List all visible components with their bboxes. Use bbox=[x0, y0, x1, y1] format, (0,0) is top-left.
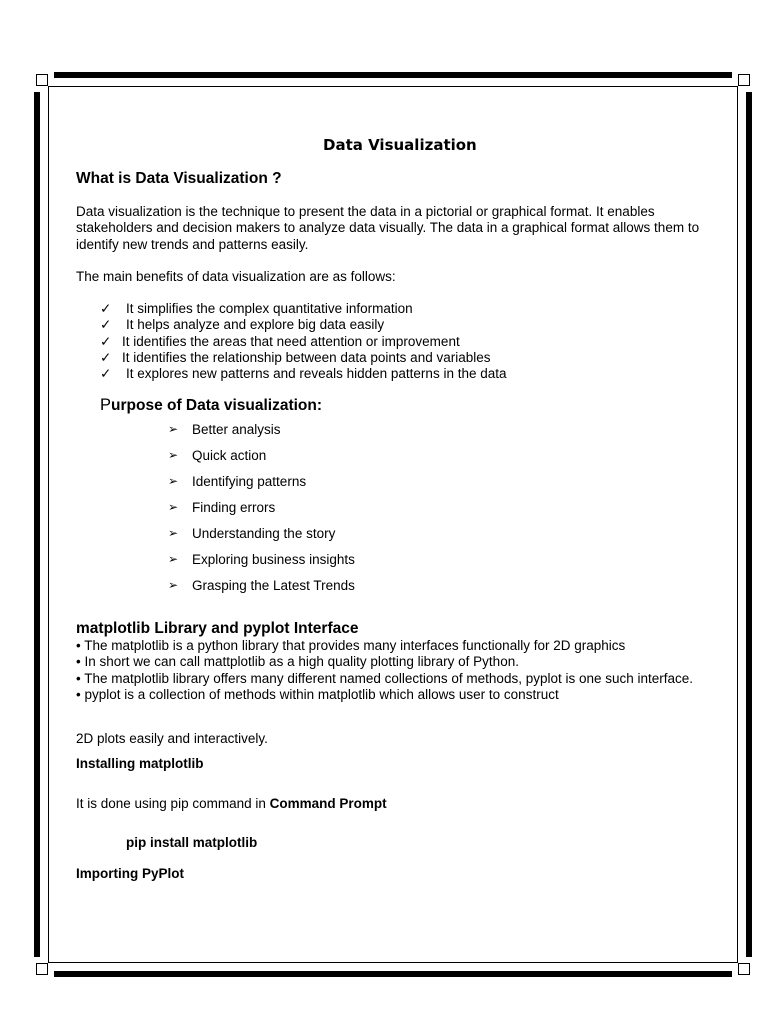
section-heading-purpose bbox=[100, 396, 322, 415]
list-item bbox=[168, 500, 355, 526]
arrow-bullet-icon: ➢ bbox=[168, 526, 179, 540]
list-item bbox=[168, 422, 355, 448]
purpose-text: Grasping the Latest Trends bbox=[192, 578, 355, 593]
check-icon: ✓ bbox=[100, 317, 112, 333]
list-item bbox=[168, 552, 355, 578]
check-icon: ✓ bbox=[100, 301, 112, 316]
check-icon: ✓ bbox=[100, 333, 112, 349]
purpose-text: Identifying patterns bbox=[192, 474, 307, 489]
benefit-text: It identifies the relationship between data points and variables bbox=[122, 349, 491, 365]
list-item: • The matplotlib is a python library that provides many interfaces functionally for 2D graphics bbox=[76, 638, 626, 653]
border-right bbox=[746, 92, 752, 957]
border-top bbox=[54, 72, 732, 78]
list-item: • pyplot is a collection of methods within matplotlib which allows user to construct bbox=[76, 687, 559, 703]
benefits-intro: The main benefits of data visualization are as follows: bbox=[76, 269, 396, 284]
purpose-text: Finding errors bbox=[192, 500, 276, 515]
installing-heading: Installing matplotlib bbox=[76, 756, 204, 771]
section-heading-matplotlib: matplotlib Library and pyplot Interface bbox=[76, 620, 359, 637]
arrow-bullet-icon: ➢ bbox=[168, 500, 179, 514]
benefit-text: It helps analyze and explore big data easily bbox=[126, 317, 385, 333]
benefit-text: It identifies the areas that need attention or improvement bbox=[122, 333, 460, 349]
list-item: • The matplotlib library offers many different named collections of methods, pyplot is one such interface. bbox=[76, 670, 694, 686]
importing-heading: Importing PyPlot bbox=[76, 866, 184, 881]
benefits-list bbox=[100, 301, 507, 382]
list-item bbox=[100, 334, 507, 350]
border-corner-bottom-right bbox=[732, 957, 752, 977]
purpose-text: Understanding the story bbox=[192, 526, 336, 541]
purpose-text: Exploring business insights bbox=[192, 552, 355, 567]
benefit-text: It explores new patterns and reveals hidden patterns in the data bbox=[126, 366, 507, 382]
install-text-plain: It is done using pip command in bbox=[76, 796, 270, 811]
border-left bbox=[34, 92, 40, 957]
list-item: • In short we can call mattplotlib as a high quality plotting library of Python. bbox=[76, 654, 519, 670]
intro-paragraph: Data visualization is the technique to present the data in a pictorial or graphical format. It enables stakeholders and decision makers to analyze data visually. The data in a graphical format allows them to identify new trends and patterns easily. bbox=[76, 204, 700, 252]
arrow-bullet-icon: ➢ bbox=[168, 578, 179, 592]
matplotlib-bullets bbox=[76, 638, 716, 704]
matplotlib-continuation: 2D plots easily and interactively. bbox=[76, 731, 268, 746]
list-item bbox=[168, 526, 355, 552]
purpose-heading-cap: P bbox=[100, 396, 112, 414]
border-corner-top-right bbox=[732, 72, 752, 92]
arrow-bullet-icon: ➢ bbox=[168, 422, 179, 436]
benefit-text: It simplifies the complex quantitative information bbox=[126, 301, 413, 316]
list-item bbox=[100, 350, 507, 366]
list-item bbox=[168, 578, 355, 604]
page-title: Data Visualization bbox=[323, 136, 477, 154]
install-text-bold: Command Prompt bbox=[269, 796, 387, 811]
border-corner-top-left bbox=[34, 72, 54, 92]
purpose-list bbox=[168, 422, 355, 604]
border-bottom bbox=[54, 971, 732, 977]
list-item bbox=[168, 474, 355, 500]
border-corner-bottom-left bbox=[34, 957, 54, 977]
purpose-text: Quick action bbox=[192, 448, 267, 463]
arrow-bullet-icon: ➢ bbox=[168, 474, 179, 488]
list-item bbox=[100, 301, 507, 317]
purpose-heading-rest: urpose of Data visualization: bbox=[111, 397, 323, 414]
purpose-text: Better analysis bbox=[192, 422, 281, 437]
arrow-bullet-icon: ➢ bbox=[168, 448, 179, 462]
install-text bbox=[76, 796, 387, 811]
install-command: pip install matplotlib bbox=[126, 835, 258, 850]
list-item bbox=[168, 448, 355, 474]
list-item bbox=[100, 317, 507, 333]
check-icon: ✓ bbox=[100, 366, 112, 382]
section-heading-what-is: What is Data Visualization ? bbox=[76, 170, 282, 187]
arrow-bullet-icon: ➢ bbox=[168, 552, 179, 566]
check-icon: ✓ bbox=[100, 349, 112, 365]
list-item bbox=[100, 366, 507, 382]
